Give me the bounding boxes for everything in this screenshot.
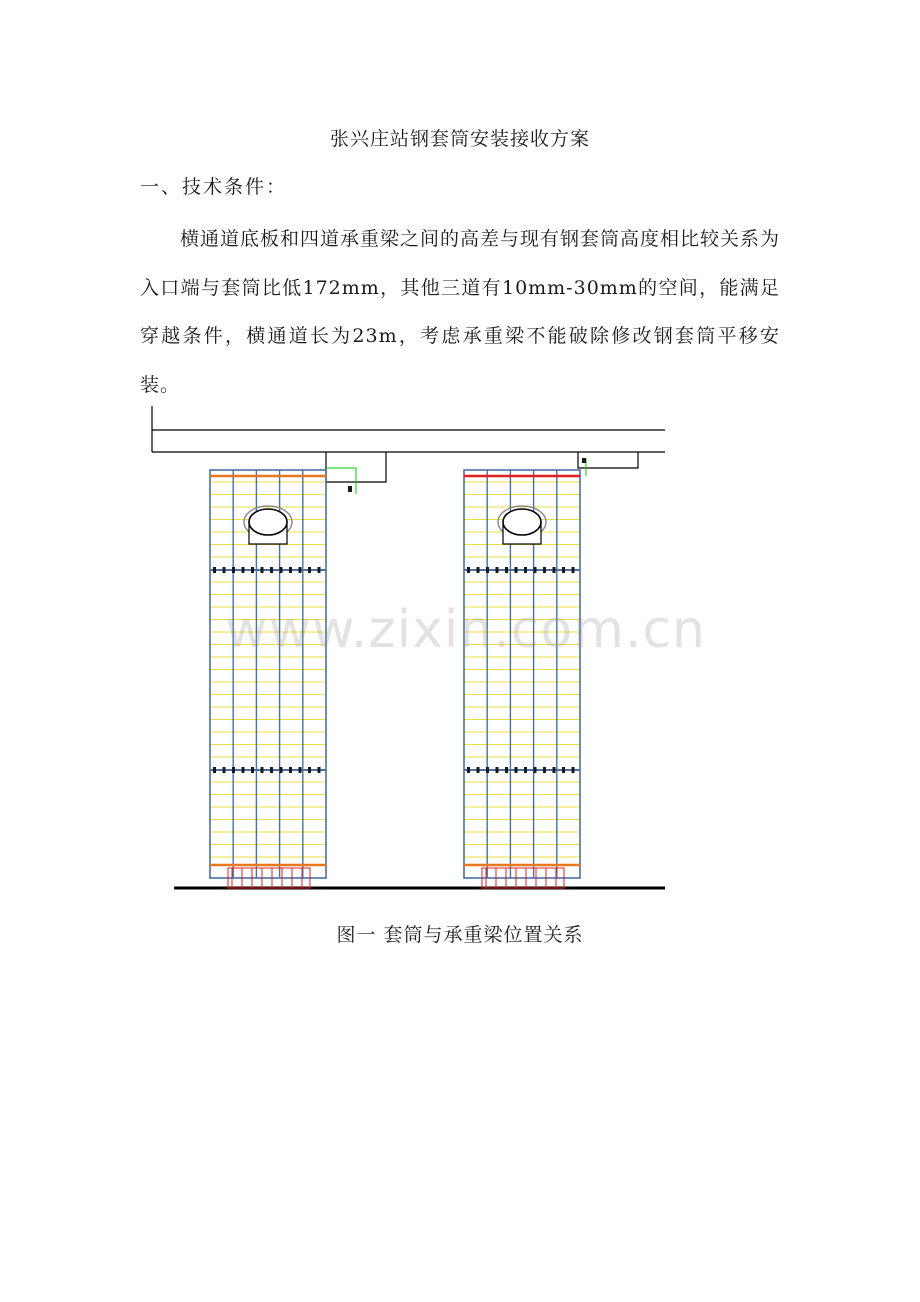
- sleeve-2-flange-bolt: [467, 567, 470, 573]
- sleeve-1-flange-bolt: [232, 567, 235, 573]
- sleeve-1-flange-bolt: [261, 767, 264, 773]
- sleeve-1-flange-bolt: [308, 767, 311, 773]
- figure-caption: 图一 套筒与承重梁位置关系: [336, 924, 584, 946]
- sleeve-2-flange-bolt: [553, 767, 556, 773]
- sleeve-2-flange-bolt: [515, 567, 518, 573]
- sleeve-2-flange-bolt: [534, 567, 537, 573]
- sleeve-1-flange-bolt: [280, 567, 283, 573]
- sleeve-1-flange-bolt: [289, 767, 292, 773]
- sleeve-2-flange-bolt: [496, 567, 499, 573]
- sleeve-2-flange-bolt: [477, 567, 480, 573]
- sleeve-1-flange-bolt: [232, 767, 235, 773]
- sleeve-2-flange-bolt: [534, 767, 537, 773]
- sleeve-2-flange-bolt: [572, 567, 575, 573]
- sleeve-1-opening: [249, 509, 287, 535]
- dimension-tick-left: [348, 486, 352, 492]
- sleeve-2-flange-bolt: [467, 767, 470, 773]
- sleeve-2-flange-bolt: [543, 767, 546, 773]
- sleeve-2-flange-bolt: [486, 567, 489, 573]
- sleeve-1-flange-bolt: [251, 567, 254, 573]
- sleeve-beam-figure: [140, 402, 670, 897]
- beam-drop-right: [578, 452, 638, 468]
- sleeve-2-flange-bolt: [524, 767, 527, 773]
- sleeve-1-flange-bolt: [261, 567, 264, 573]
- sleeve-1-flange-bolt: [270, 767, 273, 773]
- sleeve-1-flange-bolt: [251, 767, 254, 773]
- sleeve-1-flange-bolt: [242, 567, 245, 573]
- sleeve-2-flange-bolt: [562, 567, 565, 573]
- sleeve-1-flange-bolt: [213, 767, 216, 773]
- sleeve-2-flange-bolt: [477, 767, 480, 773]
- document-title: 张兴庄站钢套筒安装接收方案: [329, 128, 590, 150]
- dimension-tick-right: [582, 458, 586, 463]
- sleeve-2-flange-bolt: [496, 767, 499, 773]
- sleeve-2-flange-bolt: [562, 767, 565, 773]
- sleeve-1-flange-bolt: [270, 567, 273, 573]
- sleeve-2-flange-bolt: [515, 767, 518, 773]
- sleeve-2-flange-bolt: [543, 567, 546, 573]
- sleeve-1-flange-bolt: [223, 567, 226, 573]
- sleeve-2-flange-bolt: [505, 767, 508, 773]
- sleeve-2-flange-bolt: [553, 567, 556, 573]
- sleeve-2-opening: [503, 509, 541, 535]
- sleeve-1-flange-bolt: [289, 567, 292, 573]
- sleeve-1-flange-bolt: [223, 767, 226, 773]
- sleeve-2-flange-bolt: [505, 567, 508, 573]
- sleeve-1-flange-bolt: [242, 767, 245, 773]
- sleeve-1-flange-bolt: [213, 567, 216, 573]
- sleeve-1-flange-bolt: [318, 767, 321, 773]
- sleeve-1-flange-bolt: [318, 567, 321, 573]
- sleeve-2-flange-bolt: [524, 567, 527, 573]
- section-heading: 一、技术条件：: [140, 176, 288, 198]
- body-paragraph: 横通道底板和四道承重梁之间的高差与现有钢套筒高度相比较关系为入口端与套筒比低172mm，其他三道有10mm-30mm的空间，能满足穿越条件，横通道长为23m，考虑承重梁不能破除修改钢套筒平移安装。: [140, 228, 781, 396]
- sleeve-2-flange-bolt: [486, 767, 489, 773]
- sleeve-1-flange-bolt: [280, 767, 283, 773]
- sleeve-beam-diagram: [140, 402, 670, 897]
- sleeve-2-flange-bolt: [572, 767, 575, 773]
- sleeve-1-flange-bolt: [299, 767, 302, 773]
- watermark: www.zixin.com.cn: [225, 600, 706, 660]
- sleeve-1-flange-bolt: [299, 567, 302, 573]
- sleeve-1-flange-bolt: [308, 567, 311, 573]
